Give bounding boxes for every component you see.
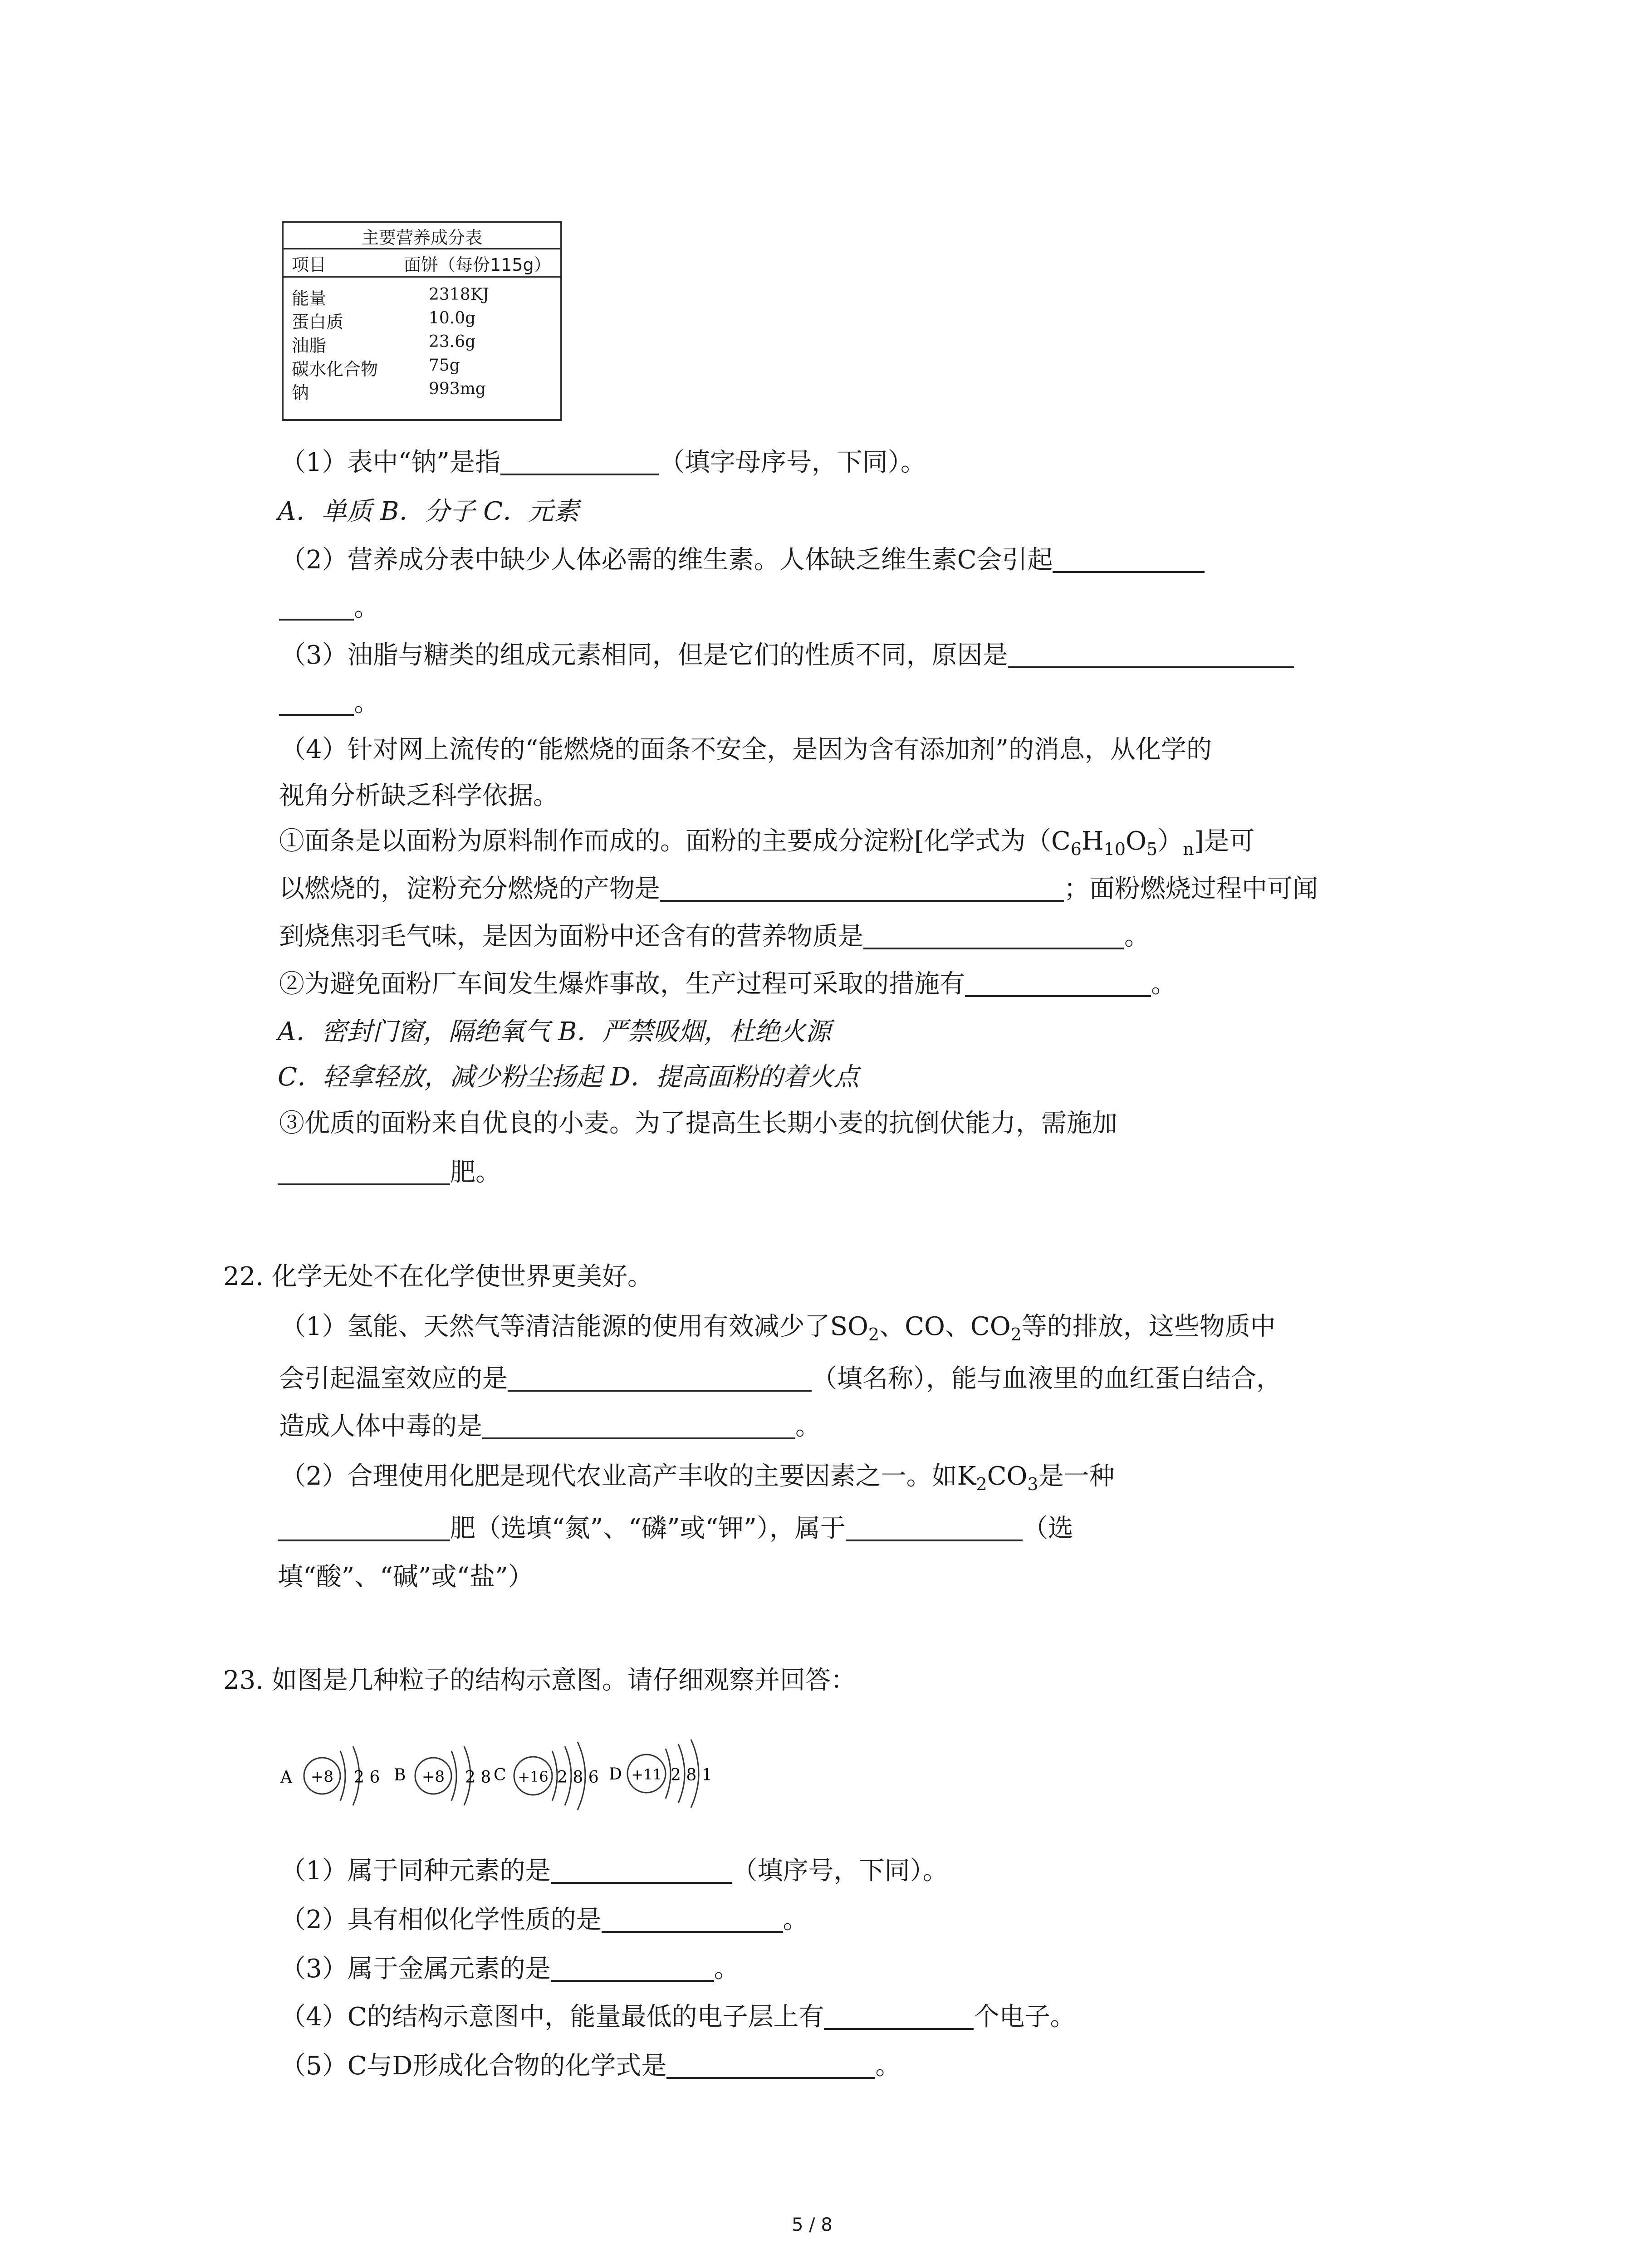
q21-sub1-line3 bbox=[279, 916, 1150, 953]
q21-part3-text: （3）油脂与糖类的组成元素相同，但是它们的性质不同，原因是 bbox=[280, 640, 1008, 670]
q23-part5 bbox=[280, 2046, 901, 2082]
table-title: 主要营养成分表 bbox=[361, 228, 482, 248]
answer-blank[interactable] bbox=[482, 1410, 795, 1439]
answer-blank[interactable] bbox=[551, 1855, 732, 1884]
q21-sub3: ③优质的面粉来自优良的小麦。为了提高生长期小麦的抗倒伏能力，需施加 bbox=[279, 1109, 1117, 1138]
q21-part3-end: 。 bbox=[354, 688, 379, 718]
q21-sub3-cont bbox=[278, 1152, 501, 1188]
q23-part1 bbox=[280, 1851, 948, 1887]
row-value: 10.0g bbox=[429, 309, 476, 327]
q23-part4 bbox=[280, 1997, 1075, 2033]
q22-part2-text: （2）合理使用化肥是现代农业高产丰收的主要因素之一。如K bbox=[280, 1461, 976, 1491]
q22-part1-line1: （1）氢能、天然气等清洁能源的使用有效减少了$SO_2$、CO、$CO_2$等的排放，这些物质中 bbox=[280, 1312, 1276, 1344]
atom-label: D bbox=[609, 1765, 622, 1784]
q23-part5-text: （5）C与D形成化合物的化学式是 bbox=[280, 2051, 667, 2081]
table-header-item: 项目 bbox=[292, 255, 327, 275]
q22-part2-line1: （2）合理使用化肥是现代农业高产丰收的主要因素之一。如$K_2CO_3$是一种 bbox=[280, 1461, 1115, 1494]
q22-part1-text: （1）氢能、天然气等清洁能源的使用有效减少了SO bbox=[280, 1312, 868, 1341]
nucleus-charge: +11 bbox=[631, 1766, 662, 1783]
answer-blank[interactable] bbox=[824, 2001, 974, 2030]
q21-sub1-line1: ①面条是以面粉为原料制作而成的。面粉的主要成分淀粉[化学式为$(C_6H_{10}O_5)_n$]是可 bbox=[279, 826, 1255, 859]
atom-label: C bbox=[494, 1766, 506, 1784]
row-label: 钠 bbox=[292, 383, 309, 403]
answer-blank[interactable] bbox=[602, 1904, 783, 1933]
q23-part5-end: 。 bbox=[875, 2051, 901, 2081]
answer-blank[interactable] bbox=[846, 1512, 1023, 1541]
q21-sub2-text: ②为避免面粉厂车间发生爆炸事故，生产过程可采取的措施有 bbox=[279, 969, 965, 999]
q21-part1-hint: （填字母序号，下同）。 bbox=[659, 448, 926, 477]
table-divider bbox=[284, 276, 560, 278]
q22-part2-line2 bbox=[278, 1508, 1073, 1545]
q23-part2-end: 。 bbox=[783, 1905, 808, 1935]
q22-part1-line3 bbox=[279, 1406, 821, 1442]
q21-part2-cont bbox=[279, 587, 379, 624]
q21-part1-options: A．单质 B．分子 C．元素 bbox=[278, 497, 579, 526]
nucleus-charge: +16 bbox=[518, 1768, 549, 1785]
q23-part3-text: （3）属于金属元素的是 bbox=[280, 1954, 551, 1984]
q23-part1-hint: （填序号，下同）。 bbox=[732, 1856, 948, 1886]
q21-sub1-line2 bbox=[279, 869, 1318, 905]
q21-sub2-end: 。 bbox=[1151, 969, 1176, 999]
table-header-value: 面饼（每份115g） bbox=[404, 255, 551, 275]
answer-blank[interactable] bbox=[500, 446, 659, 475]
answer-blank[interactable] bbox=[278, 1156, 450, 1185]
row-label: 能量 bbox=[292, 288, 327, 308]
page-number: 5 / 8 bbox=[792, 2214, 833, 2235]
row-label: 蛋白质 bbox=[292, 312, 344, 332]
q21-sub1-end: 。 bbox=[1124, 922, 1150, 951]
q21-sub2-options2: C．轻拿轻放，减少粉尘扬起 D．提高面粉的着火点 bbox=[278, 1062, 859, 1092]
q22-part1-text2: 会引起温室效应的是 bbox=[279, 1364, 508, 1393]
q21-part1-text: （1）表中“钠”是指 bbox=[280, 448, 500, 477]
atom-structure-diagram bbox=[272, 1726, 735, 1821]
q23-part4-end: 个电子。 bbox=[974, 2002, 1076, 2032]
answer-blank[interactable] bbox=[278, 1512, 450, 1541]
answer-blank[interactable] bbox=[279, 591, 354, 621]
row-value: 23.6g bbox=[429, 332, 476, 351]
electron-config: 2 6 bbox=[354, 1768, 380, 1787]
answer-blank[interactable] bbox=[660, 873, 1064, 902]
q22-part1-line2 bbox=[279, 1359, 1282, 1395]
nucleus-charge: +8 bbox=[421, 1768, 445, 1786]
q21-sub2-options1: A．密封门窗，隔绝氧气 B．严禁吸烟，杜绝火源 bbox=[278, 1017, 831, 1046]
atom-b bbox=[394, 1746, 491, 1805]
atom-label: B bbox=[394, 1766, 406, 1784]
answer-blank[interactable] bbox=[1008, 639, 1294, 668]
q21-part4-line2: 视角分析缺乏科学依据。 bbox=[279, 781, 558, 811]
atom-c bbox=[494, 1742, 599, 1810]
q22-part1-text4: 造成人体中毒的是 bbox=[279, 1412, 482, 1441]
q21-part4-line1: （4）针对网上流传的“能燃烧的面条不安全，是因为含有添加剂”的消息，从化学的 bbox=[280, 735, 1212, 764]
q23-title: 23. 如图是几种粒子的结构示意图。请仔细观察并回答： bbox=[223, 1666, 856, 1695]
q22-part2-text3: （选 bbox=[1022, 1514, 1073, 1543]
q21-sub1-text2: 以燃烧的，淀粉充分燃烧的产物是 bbox=[279, 874, 660, 904]
answer-blank[interactable] bbox=[965, 968, 1151, 997]
atom-label: A bbox=[280, 1768, 292, 1787]
q21-part1 bbox=[280, 442, 926, 479]
q22-part2-text2: 肥（选填“氮”、“磷”或“钾”），属于 bbox=[450, 1514, 846, 1543]
answer-blank[interactable] bbox=[279, 687, 354, 716]
q23-part4-text: （4）C的结构示意图中，能量最低的电子层上有 bbox=[280, 2002, 824, 2032]
q23-part3-end: 。 bbox=[714, 1954, 740, 1984]
q21-sub1-text3: ；面粉燃烧过程中可闻 bbox=[1064, 874, 1318, 904]
q21-part3 bbox=[280, 635, 1294, 671]
nutrition-table bbox=[282, 221, 562, 421]
answer-blank[interactable] bbox=[551, 1953, 714, 1982]
q23-part2 bbox=[280, 1900, 808, 1936]
row-value: 993mg bbox=[429, 380, 486, 398]
answer-blank[interactable] bbox=[666, 2050, 875, 2079]
electron-config: 2 8 bbox=[465, 1768, 491, 1787]
q21-part3-cont bbox=[279, 683, 379, 719]
table-divider bbox=[284, 248, 560, 249]
q23-part3 bbox=[280, 1949, 740, 1985]
q21-sub2 bbox=[279, 964, 1176, 1000]
row-label: 碳水化合物 bbox=[292, 359, 378, 379]
electron-config: 2 8 1 bbox=[671, 1766, 712, 1784]
q22-part1-text3: （填名称），能与血液里的血红蛋白结合， bbox=[812, 1364, 1282, 1393]
q21-part2-end: 。 bbox=[354, 593, 379, 622]
nucleus-charge: +8 bbox=[310, 1768, 334, 1786]
q21-sub1-text: ①面条是以面粉为原料制作而成的。面粉的主要成分淀粉[化学式为（C bbox=[279, 826, 1071, 856]
row-value: 2318KJ bbox=[429, 285, 489, 304]
q22-title: 22. 化学无处不在化学使世界更美好。 bbox=[223, 1262, 653, 1291]
electron-config: 2 8 6 bbox=[557, 1768, 599, 1787]
q22-part1-end: 。 bbox=[795, 1412, 821, 1441]
q23-part2-text: （2）具有相似化学性质的是 bbox=[280, 1905, 602, 1935]
q21-sub3-end: 肥。 bbox=[450, 1158, 501, 1187]
row-value: 75g bbox=[429, 356, 460, 375]
row-label: 油脂 bbox=[292, 336, 327, 356]
q21-part2 bbox=[280, 540, 1205, 576]
answer-blank[interactable] bbox=[1053, 544, 1205, 573]
q23-part1-text: （1）属于同种元素的是 bbox=[280, 1856, 551, 1886]
atom-d bbox=[609, 1740, 712, 1808]
q21-part2-text: （2）营养成分表中缺少人体必需的维生素。人体缺乏维生素C会引起 bbox=[280, 545, 1053, 575]
atom-a bbox=[280, 1746, 380, 1805]
answer-blank[interactable] bbox=[863, 920, 1124, 949]
q22-part2-line3: 填“酸”、“碱”或“盐”） bbox=[278, 1562, 534, 1592]
q21-sub1-text4: 到烧焦羽毛气味，是因为面粉中还含有的营养物质是 bbox=[279, 922, 863, 951]
answer-blank[interactable] bbox=[508, 1363, 812, 1392]
